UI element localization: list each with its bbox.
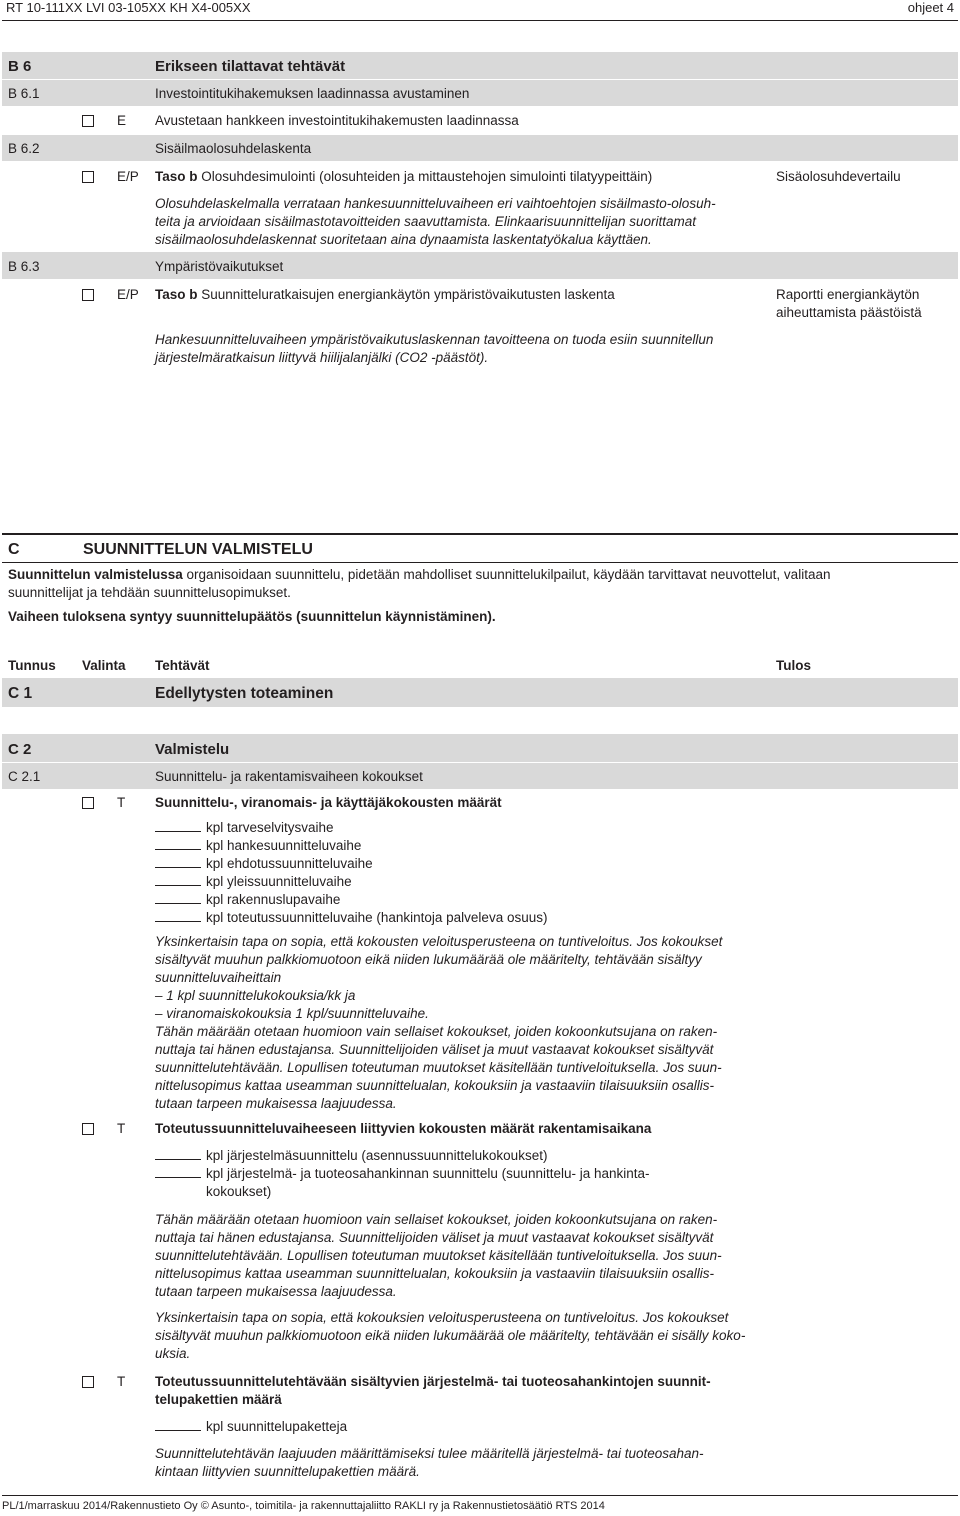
- b6-code: B 6: [8, 58, 32, 75]
- col-tunnus: Tunnus: [8, 658, 56, 673]
- task3-item: [155, 1418, 347, 1436]
- b63-title: Ympäristövaikutukset: [155, 259, 284, 274]
- b63-result-2: aiheuttamista päästöistä: [776, 305, 922, 320]
- quantity-blank[interactable]: [155, 910, 201, 922]
- task1-item-4: [155, 891, 340, 909]
- task1-item-label: kpl rakennuslupavaihe: [206, 892, 341, 907]
- task1-item-label: kpl tarveselvitysvaihe: [206, 820, 334, 835]
- c21-code: C 2.1: [8, 769, 41, 784]
- task1-item-label: kpl hankesuunnitteluvaihe: [206, 838, 362, 853]
- task1-item-2: [155, 855, 373, 873]
- c1-title: Edellytysten toteaminen: [155, 685, 334, 702]
- quantity-blank[interactable]: [155, 1148, 201, 1160]
- c2-band: [2, 734, 958, 762]
- b62-task-text: Olosuhdesimulointi (olosuhteiden ja mittaustehojen simulointi tilatyypeittäin): [201, 169, 653, 184]
- c-result-line: Vaiheen tuloksena syntyy suunnittelupäätös (suunnittelun käynnistäminen).: [8, 609, 496, 624]
- task1-party: T: [117, 795, 126, 810]
- b63-level: Taso b: [155, 287, 198, 302]
- task1-item-label: kpl toteutussuunnitteluvaihe (hankintoja palveleva osuus): [206, 910, 548, 925]
- c21-band: [2, 763, 958, 789]
- header-right: ohjeet 4: [907, 0, 954, 15]
- b63-result-1: Raportti energiankäytön: [776, 287, 920, 302]
- c-intro-rest: organisoidaan suunnittelu, pidetään mahdolliset suunnittelukilpailut, käydään tarvittavat neuvottelut, valitaan: [182, 567, 831, 582]
- task1-note-a-0: Yksinkertaisin tapa on sopia, että kokousten veloitusperusteena on tuntiveloitus. Jos kokoukset: [155, 934, 723, 949]
- b62-title: Sisäilmaolosuhdelaskenta: [155, 141, 312, 156]
- b62-band: [2, 135, 958, 161]
- task2-note-a-0: Tähän määrään otetaan huomioon vain sellaiset kokoukset, joiden kokoonkutsujana on raken-: [155, 1212, 718, 1227]
- task1-item-1: [155, 837, 361, 855]
- task1-note-b-3: nittelusopimus kattaa useamman suunnittelualan, kokouksiin ja vastaaviin tilaisuuksiin osallis-: [155, 1078, 715, 1093]
- b62-note-3: sisäilmaolosuhdelaskennat suoritetaan aina dynaamista laskentatyökalua käyttäen.: [155, 232, 652, 247]
- task1-item-label: kpl yleissuunnitteluvaihe: [206, 874, 352, 889]
- quantity-blank[interactable]: [155, 856, 201, 868]
- quantity-blank[interactable]: [155, 1166, 201, 1178]
- quantity-blank[interactable]: [155, 1419, 201, 1431]
- task1-note-b-0: Tähän määrään otetaan huomioon vain sellaiset kokoukset, joiden kokoonkutsujana on raken-: [155, 1024, 718, 1039]
- b63-party: E/P: [117, 287, 139, 302]
- task2-note-b-2: uksia.: [155, 1346, 191, 1361]
- b6-band: [2, 52, 958, 79]
- task1-item-label: kpl ehdotussuunnitteluvaihe: [206, 856, 373, 871]
- task1-note-a-2: suunnitteluvaiheittain: [155, 970, 282, 985]
- task1-item-3: [155, 873, 352, 891]
- task2-checkbox[interactable]: [82, 1123, 94, 1135]
- task2-item-1: [155, 1147, 547, 1165]
- b61-party: E: [117, 113, 127, 128]
- task2-item-2: [155, 1165, 650, 1183]
- footer-rule: [2, 1495, 958, 1496]
- b61-task: Avustetaan hankkeen investointitukihakemusten laadinnassa: [155, 113, 519, 128]
- b63-code: B 6.3: [8, 259, 40, 274]
- c-code: C: [8, 541, 20, 558]
- b62-task: [155, 168, 652, 186]
- quantity-blank[interactable]: [155, 838, 201, 850]
- task2-item-2-cont: kokoukset): [206, 1184, 272, 1199]
- task3-item-label: kpl suunnittelupaketteja: [206, 1419, 348, 1434]
- c21-title: Suunnittelu- ja rakentamisvaiheen kokoukset: [155, 769, 423, 784]
- b6-title: Erikseen tilattavat tehtävät: [155, 58, 346, 75]
- header-left: RT 10-111XX LVI 03-105XX KH X4-005XX: [6, 0, 251, 15]
- b62-note-1: Olosuhdelaskelmalla verrataan hankesuunnitteluvaiheen eri vaihtoehtojen sisäilmasto-olosuh-: [155, 196, 716, 211]
- task3-title-1: Toteutussuunnittelutehtävään sisältyvien järjestelmä- tai tuoteosahankintojen suunnit-: [155, 1374, 711, 1389]
- quantity-blank[interactable]: [155, 820, 201, 832]
- quantity-blank[interactable]: [155, 874, 201, 886]
- c-intro-2: suunnittelijat ja tehdään suunnittelusopimukset.: [8, 585, 291, 600]
- c-title-rule: [2, 562, 958, 563]
- task2-note-a-2: suunnittelutehtävään. Lopullisen toteutuman muutokset käsitellään tuntiveloituksella. Jos suun-: [155, 1248, 722, 1263]
- col-tehtavat: Tehtävät: [155, 658, 210, 673]
- b61-band: [2, 80, 958, 106]
- task1-note-b-1: nuttaja tai hänen edustajansa. Suunnittelijoiden väliset ja muut vastaavat kokoukset sisältyvät: [155, 1042, 714, 1057]
- header-rule: [2, 20, 958, 21]
- c-title: SUUNNITTELUN VALMISTELU: [83, 541, 313, 558]
- task2-note-b-1: sisältyvät muuhun palkkiomuotoon eikä niiden lukumäärää ole määritelty, tehtävään ei sisälly koko-: [155, 1328, 746, 1343]
- b63-task: [155, 286, 615, 304]
- b63-note-1: Hankesuunnitteluvaiheen ympäristövaikutuslaskennan tavoitteena on tuoda esiin suunnitellun: [155, 332, 714, 347]
- b62-note-2: teita ja arvioidaan sisäilmastotavoitteiden saavuttamista. Elinkaarisuunnittelijan suorittamat: [155, 214, 697, 229]
- c-top-rule: [2, 533, 958, 535]
- b63-note-2: järjestelmäratkaisun liittyvä hiilijalanjälki (CO2 -päästöt).: [155, 350, 489, 365]
- b62-level: Taso b: [155, 169, 198, 184]
- b62-result: Sisäolosuhdevertailu: [776, 169, 901, 184]
- b61-checkbox[interactable]: [82, 115, 94, 127]
- task3-note-1: Suunnittelutehtävän laajuuden määrittämiseksi tulee määritellä järjestelmä- tai tuoteosahan-: [155, 1446, 704, 1461]
- c2-title: Valmistelu: [155, 741, 230, 758]
- c1-band: [2, 678, 958, 707]
- b62-party: E/P: [117, 169, 139, 184]
- task3-checkbox[interactable]: [82, 1376, 94, 1388]
- c1-code: C 1: [8, 685, 33, 702]
- task1-note-a-3: – 1 kpl suunnittelukokouksia/kk ja: [155, 988, 356, 1003]
- task2-item-label: kpl järjestelmäsuunnittelu (asennussuunnittelukokoukset): [206, 1148, 548, 1163]
- footer-text: PL/1/marraskuu 2014/Rakennustieto Oy © Asunto-, toimitila- ja rakennuttajaliitto RAKLI ry ja Rakennustietosäätiö RTS 2014: [2, 1500, 605, 1512]
- task3-note-2: kintaan liittyvien suunnittelupakettien määrä.: [155, 1464, 420, 1479]
- task2-note-a-1: nuttaja tai hänen edustajansa. Suunnittelijoiden väliset ja muut vastaavat kokoukset sisältyvät: [155, 1230, 714, 1245]
- task2-item-label: kpl järjestelmä- ja tuoteosahankinnan suunnittelu (suunnittelu- ja hankinta-: [206, 1166, 650, 1181]
- task1-note-b-2: suunnittelutehtävään. Lopullisen toteutuman muutokset käsitellään tuntiveloituksella. Jos suun-: [155, 1060, 722, 1075]
- task2-title: Toteutussuunnitteluvaiheeseen liittyvien kokousten määrät rakentamisaikana: [155, 1121, 652, 1136]
- task1-note-a-1: sisältyvät muuhun palkkiomuotoon eikä niiden lukumäärää ole määritelty, tehtävään sisältyy: [155, 952, 702, 967]
- task1-note-a-4: – viranomaiskokouksia 1 kpl/suunnitteluvaihe.: [155, 1006, 429, 1021]
- task1-item-5: [155, 909, 547, 927]
- b62-checkbox[interactable]: [82, 171, 94, 183]
- b61-code: B 6.1: [8, 86, 40, 101]
- b63-band: [2, 252, 958, 279]
- task1-title: Suunnittelu-, viranomais- ja käyttäjäkokousten määrät: [155, 795, 502, 810]
- task2-note-b-0: Yksinkertaisin tapa on sopia, että kokouksien veloitusperusteena on tuntiveloitus. Jos kokoukset: [155, 1310, 729, 1325]
- task2-note-a-3: nittelusopimus kattaa useamman suunnittelualan, kokouksiin ja vastaaviin tilaisuuksiin osallis-: [155, 1266, 715, 1281]
- b62-code: B 6.2: [8, 141, 40, 156]
- col-valinta: Valinta: [82, 658, 126, 673]
- b63-task-text: Suunnitteluratkaisujen energiankäytön ympäristövaikutusten laskenta: [201, 287, 615, 302]
- task3-title-2: telupakettien määrä: [155, 1392, 282, 1407]
- c2-code: C 2: [8, 741, 32, 758]
- task1-item-0: [155, 819, 334, 837]
- task2-party: T: [117, 1121, 126, 1136]
- b61-title: Investointitukihakemuksen laadinnassa avustaminen: [155, 86, 470, 101]
- task1-note-b-4: tutaan tarpeen mukaisessa laajuudessa.: [155, 1096, 397, 1111]
- b63-checkbox[interactable]: [82, 289, 94, 301]
- task3-party: T: [117, 1374, 126, 1389]
- c-intro-1: [8, 566, 830, 584]
- col-tulos: Tulos: [776, 658, 811, 673]
- task1-checkbox[interactable]: [82, 797, 94, 809]
- c-intro-bold: Suunnittelun valmistelussa: [8, 567, 183, 582]
- quantity-blank[interactable]: [155, 892, 201, 904]
- task2-note-a-4: tutaan tarpeen mukaisessa laajuudessa.: [155, 1284, 397, 1299]
